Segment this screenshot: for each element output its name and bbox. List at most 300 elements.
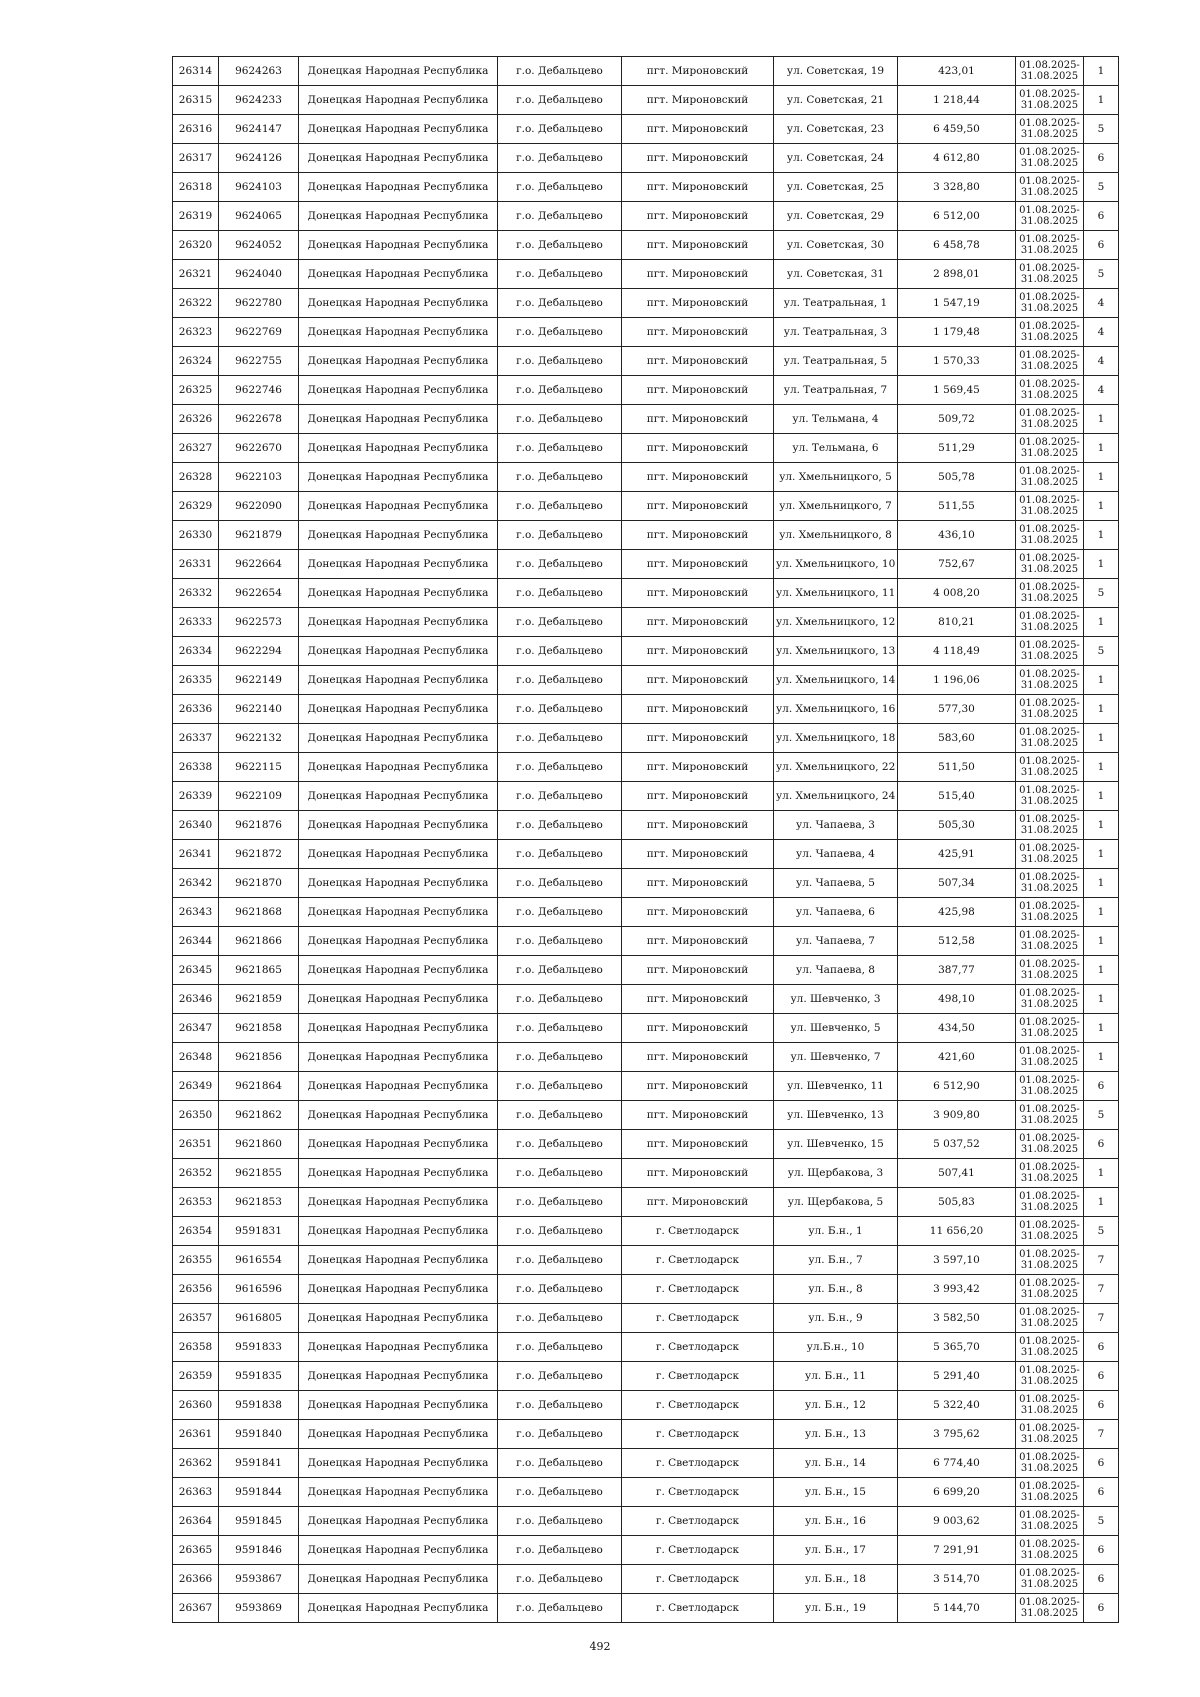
count-cell: 1 xyxy=(1084,492,1119,521)
period-end: 31.08.2025 xyxy=(1020,912,1079,923)
region-cell: Донецкая Народная Республика xyxy=(299,57,498,86)
region-cell: Донецкая Народная Республика xyxy=(299,1478,498,1507)
table-row xyxy=(173,405,1119,434)
area-cell: 2 898,01 xyxy=(898,260,1016,289)
period-end: 31.08.2025 xyxy=(1020,187,1079,198)
district-cell: г.о. Дебальцево xyxy=(498,1275,622,1304)
period-end: 31.08.2025 xyxy=(1020,506,1079,517)
district-cell: г.о. Дебальцево xyxy=(498,1565,622,1594)
row-number-cell: 26322 xyxy=(173,289,219,318)
period-end: 31.08.2025 xyxy=(1020,390,1079,401)
region-cell: Донецкая Народная Республика xyxy=(299,144,498,173)
district-cell: г.о. Дебальцево xyxy=(498,521,622,550)
period-cell xyxy=(1016,1391,1084,1420)
settlement-cell: пгт. Мироновский xyxy=(622,782,774,811)
count-cell: 5 xyxy=(1084,260,1119,289)
period-end: 31.08.2025 xyxy=(1020,1318,1079,1329)
settlement-cell: пгт. Мироновский xyxy=(622,985,774,1014)
address-cell: ул. Шевченко, 11 xyxy=(774,1072,898,1101)
address-cell: ул. Советская, 29 xyxy=(774,202,898,231)
count-cell: 6 xyxy=(1084,202,1119,231)
period-start: 01.08.2025- xyxy=(1019,1278,1080,1289)
table-row xyxy=(173,1304,1119,1333)
object-id-cell: 9624233 xyxy=(219,86,299,115)
settlement-cell: г. Светлодарск xyxy=(622,1565,774,1594)
area-cell: 6 774,40 xyxy=(898,1449,1016,1478)
period-cell xyxy=(1016,463,1084,492)
count-cell: 6 xyxy=(1084,1072,1119,1101)
area-cell: 515,40 xyxy=(898,782,1016,811)
object-id-cell: 9616596 xyxy=(219,1275,299,1304)
address-cell: ул. Хмельницкого, 11 xyxy=(774,579,898,608)
district-cell: г.о. Дебальцево xyxy=(498,231,622,260)
object-id-cell: 9591844 xyxy=(219,1478,299,1507)
count-cell: 6 xyxy=(1084,1449,1119,1478)
object-id-cell: 9622664 xyxy=(219,550,299,579)
district-cell: г.о. Дебальцево xyxy=(498,695,622,724)
period-cell xyxy=(1016,86,1084,115)
table-row xyxy=(173,260,1119,289)
district-cell: г.о. Дебальцево xyxy=(498,811,622,840)
region-cell: Донецкая Народная Республика xyxy=(299,753,498,782)
table-row xyxy=(173,637,1119,666)
address-cell: ул. Щербакова, 3 xyxy=(774,1159,898,1188)
settlement-cell: пгт. Мироновский xyxy=(622,1159,774,1188)
region-cell: Донецкая Народная Республика xyxy=(299,1507,498,1536)
district-cell: г.о. Дебальцево xyxy=(498,666,622,695)
row-number-cell: 26363 xyxy=(173,1478,219,1507)
period-cell xyxy=(1016,985,1084,1014)
period-cell xyxy=(1016,1246,1084,1275)
table-row xyxy=(173,1130,1119,1159)
object-id-cell: 9622140 xyxy=(219,695,299,724)
period-cell xyxy=(1016,144,1084,173)
period-end: 31.08.2025 xyxy=(1020,1028,1079,1039)
period-end: 31.08.2025 xyxy=(1020,129,1079,140)
count-cell: 4 xyxy=(1084,318,1119,347)
region-cell: Донецкая Народная Республика xyxy=(299,695,498,724)
period-cell xyxy=(1016,695,1084,724)
address-cell: ул. Тельмана, 6 xyxy=(774,434,898,463)
row-number-cell: 26367 xyxy=(173,1594,219,1623)
period-end: 31.08.2025 xyxy=(1020,100,1079,111)
settlement-cell: пгт. Мироновский xyxy=(622,202,774,231)
period-end: 31.08.2025 xyxy=(1020,622,1079,633)
object-id-cell: 9621864 xyxy=(219,1072,299,1101)
district-cell: г.о. Дебальцево xyxy=(498,1536,622,1565)
row-number-cell: 26350 xyxy=(173,1101,219,1130)
object-id-cell: 9622090 xyxy=(219,492,299,521)
row-number-cell: 26355 xyxy=(173,1246,219,1275)
district-cell: г.о. Дебальцево xyxy=(498,1159,622,1188)
area-cell: 11 656,20 xyxy=(898,1217,1016,1246)
period-end: 31.08.2025 xyxy=(1020,767,1079,778)
object-id-cell: 9621853 xyxy=(219,1188,299,1217)
region-cell: Донецкая Народная Республика xyxy=(299,376,498,405)
period-start: 01.08.2025- xyxy=(1019,872,1080,883)
address-cell: ул. Советская, 31 xyxy=(774,260,898,289)
period-start: 01.08.2025- xyxy=(1019,901,1080,912)
object-id-cell: 9621879 xyxy=(219,521,299,550)
table-row xyxy=(173,1362,1119,1391)
address-cell: ул. Б.н., 1 xyxy=(774,1217,898,1246)
area-cell: 5 291,40 xyxy=(898,1362,1016,1391)
period-cell xyxy=(1016,376,1084,405)
table-row xyxy=(173,521,1119,550)
settlement-cell: пгт. Мироновский xyxy=(622,434,774,463)
area-cell: 4 612,80 xyxy=(898,144,1016,173)
row-number-cell: 26353 xyxy=(173,1188,219,1217)
period-end: 31.08.2025 xyxy=(1020,1057,1079,1068)
district-cell: г.о. Дебальцево xyxy=(498,57,622,86)
period-cell xyxy=(1016,231,1084,260)
address-cell: ул. Хмельницкого, 22 xyxy=(774,753,898,782)
address-cell: ул. Хмельницкого, 14 xyxy=(774,666,898,695)
district-cell: г.о. Дебальцево xyxy=(498,1507,622,1536)
area-cell: 5 322,40 xyxy=(898,1391,1016,1420)
period-start: 01.08.2025- xyxy=(1019,1597,1080,1608)
period-start: 01.08.2025- xyxy=(1019,785,1080,796)
region-cell: Донецкая Народная Республика xyxy=(299,260,498,289)
settlement-cell: пгт. Мироновский xyxy=(622,521,774,550)
period-end: 31.08.2025 xyxy=(1020,274,1079,285)
address-cell: ул. Советская, 25 xyxy=(774,173,898,202)
period-start: 01.08.2025- xyxy=(1019,321,1080,332)
row-number-cell: 26364 xyxy=(173,1507,219,1536)
period-cell xyxy=(1016,927,1084,956)
table-body xyxy=(173,57,1119,1623)
address-cell: ул. Б.н., 11 xyxy=(774,1362,898,1391)
period-start: 01.08.2025- xyxy=(1019,524,1080,535)
row-number-cell: 26338 xyxy=(173,753,219,782)
period-cell xyxy=(1016,724,1084,753)
area-cell: 511,29 xyxy=(898,434,1016,463)
district-cell: г.о. Дебальцево xyxy=(498,1043,622,1072)
count-cell: 5 xyxy=(1084,115,1119,144)
period-start: 01.08.2025- xyxy=(1019,60,1080,71)
row-number-cell: 26328 xyxy=(173,463,219,492)
settlement-cell: пгт. Мироновский xyxy=(622,753,774,782)
settlement-cell: пгт. Мироновский xyxy=(622,144,774,173)
period-start: 01.08.2025- xyxy=(1019,350,1080,361)
row-number-cell: 26321 xyxy=(173,260,219,289)
settlement-cell: г. Светлодарск xyxy=(622,1594,774,1623)
region-cell: Донецкая Народная Республика xyxy=(299,289,498,318)
table-row xyxy=(173,1391,1119,1420)
area-cell: 1 218,44 xyxy=(898,86,1016,115)
district-cell: г.о. Дебальцево xyxy=(498,1246,622,1275)
period-end: 31.08.2025 xyxy=(1020,216,1079,227)
object-id-cell: 9622149 xyxy=(219,666,299,695)
row-number-cell: 26359 xyxy=(173,1362,219,1391)
object-id-cell: 9624126 xyxy=(219,144,299,173)
count-cell: 7 xyxy=(1084,1304,1119,1333)
row-number-cell: 26318 xyxy=(173,173,219,202)
object-id-cell: 9621855 xyxy=(219,1159,299,1188)
district-cell: г.о. Дебальцево xyxy=(498,1101,622,1130)
period-end: 31.08.2025 xyxy=(1020,651,1079,662)
table-row xyxy=(173,1043,1119,1072)
district-cell: г.о. Дебальцево xyxy=(498,202,622,231)
area-cell: 3 795,62 xyxy=(898,1420,1016,1449)
period-end: 31.08.2025 xyxy=(1020,1463,1079,1474)
period-cell xyxy=(1016,347,1084,376)
area-cell: 1 196,06 xyxy=(898,666,1016,695)
table-row xyxy=(173,347,1119,376)
period-end: 31.08.2025 xyxy=(1020,1376,1079,1387)
count-cell: 6 xyxy=(1084,1362,1119,1391)
row-number-cell: 26315 xyxy=(173,86,219,115)
area-cell: 1 179,48 xyxy=(898,318,1016,347)
row-number-cell: 26332 xyxy=(173,579,219,608)
table-row xyxy=(173,1101,1119,1130)
district-cell: г.о. Дебальцево xyxy=(498,927,622,956)
table-row xyxy=(173,1275,1119,1304)
count-cell: 1 xyxy=(1084,956,1119,985)
count-cell: 5 xyxy=(1084,173,1119,202)
region-cell: Донецкая Народная Республика xyxy=(299,1275,498,1304)
period-end: 31.08.2025 xyxy=(1020,535,1079,546)
district-cell: г.о. Дебальцево xyxy=(498,1478,622,1507)
address-cell: ул. Чапаева, 6 xyxy=(774,898,898,927)
period-end: 31.08.2025 xyxy=(1020,564,1079,575)
region-cell: Донецкая Народная Республика xyxy=(299,1217,498,1246)
period-start: 01.08.2025- xyxy=(1019,437,1080,448)
period-cell xyxy=(1016,579,1084,608)
period-cell xyxy=(1016,1333,1084,1362)
table-row xyxy=(173,231,1119,260)
table-row xyxy=(173,956,1119,985)
address-cell: ул. Чапаева, 4 xyxy=(774,840,898,869)
period-start: 01.08.2025- xyxy=(1019,408,1080,419)
district-cell: г.о. Дебальцево xyxy=(498,289,622,318)
region-cell: Донецкая Народная Республика xyxy=(299,608,498,637)
district-cell: г.о. Дебальцево xyxy=(498,434,622,463)
period-cell xyxy=(1016,666,1084,695)
region-cell: Донецкая Народная Республика xyxy=(299,782,498,811)
row-number-cell: 26347 xyxy=(173,1014,219,1043)
area-cell: 3 328,80 xyxy=(898,173,1016,202)
row-number-cell: 26324 xyxy=(173,347,219,376)
area-cell: 577,30 xyxy=(898,695,1016,724)
period-end: 31.08.2025 xyxy=(1020,1405,1079,1416)
address-cell: ул. Б.н., 15 xyxy=(774,1478,898,1507)
period-start: 01.08.2025- xyxy=(1019,640,1080,651)
district-cell: г.о. Дебальцево xyxy=(498,260,622,289)
count-cell: 6 xyxy=(1084,1130,1119,1159)
district-cell: г.о. Дебальцево xyxy=(498,1014,622,1043)
settlement-cell: пгт. Мироновский xyxy=(622,347,774,376)
district-cell: г.о. Дебальцево xyxy=(498,1217,622,1246)
period-end: 31.08.2025 xyxy=(1020,1289,1079,1300)
settlement-cell: пгт. Мироновский xyxy=(622,608,774,637)
count-cell: 1 xyxy=(1084,1159,1119,1188)
count-cell: 6 xyxy=(1084,1565,1119,1594)
district-cell: г.о. Дебальцево xyxy=(498,173,622,202)
address-cell: ул. Советская, 30 xyxy=(774,231,898,260)
region-cell: Донецкая Народная Республика xyxy=(299,1391,498,1420)
row-number-cell: 26330 xyxy=(173,521,219,550)
area-cell: 509,72 xyxy=(898,405,1016,434)
address-cell: ул. Шевченко, 15 xyxy=(774,1130,898,1159)
period-cell xyxy=(1016,492,1084,521)
object-id-cell: 9622755 xyxy=(219,347,299,376)
table-row xyxy=(173,1507,1119,1536)
address-cell: ул. Советская, 24 xyxy=(774,144,898,173)
period-start: 01.08.2025- xyxy=(1019,263,1080,274)
period-cell xyxy=(1016,1159,1084,1188)
object-id-cell: 9622769 xyxy=(219,318,299,347)
region-cell: Донецкая Народная Республика xyxy=(299,1130,498,1159)
address-cell: ул. Чапаева, 8 xyxy=(774,956,898,985)
object-id-cell: 9616554 xyxy=(219,1246,299,1275)
district-cell: г.о. Дебальцево xyxy=(498,1188,622,1217)
period-end: 31.08.2025 xyxy=(1020,593,1079,604)
region-cell: Донецкая Народная Республика xyxy=(299,840,498,869)
area-cell: 505,83 xyxy=(898,1188,1016,1217)
region-cell: Донецкая Народная Республика xyxy=(299,927,498,956)
period-start: 01.08.2025- xyxy=(1019,466,1080,477)
count-cell: 4 xyxy=(1084,289,1119,318)
table-row xyxy=(173,202,1119,231)
table-row xyxy=(173,1565,1119,1594)
district-cell: г.о. Дебальцево xyxy=(498,608,622,637)
period-start: 01.08.2025- xyxy=(1019,1481,1080,1492)
row-number-cell: 26342 xyxy=(173,869,219,898)
count-cell: 1 xyxy=(1084,405,1119,434)
period-end: 31.08.2025 xyxy=(1020,825,1079,836)
period-cell xyxy=(1016,1188,1084,1217)
table-row xyxy=(173,927,1119,956)
period-cell xyxy=(1016,1536,1084,1565)
address-cell: ул. Театральная, 7 xyxy=(774,376,898,405)
row-number-cell: 26329 xyxy=(173,492,219,521)
region-cell: Донецкая Народная Республика xyxy=(299,1159,498,1188)
address-cell: ул. Театральная, 1 xyxy=(774,289,898,318)
region-cell: Донецкая Народная Республика xyxy=(299,956,498,985)
row-number-cell: 26344 xyxy=(173,927,219,956)
count-cell: 1 xyxy=(1084,666,1119,695)
row-number-cell: 26351 xyxy=(173,1130,219,1159)
period-end: 31.08.2025 xyxy=(1020,1347,1079,1358)
object-id-cell: 9621862 xyxy=(219,1101,299,1130)
address-cell: ул. Советская, 23 xyxy=(774,115,898,144)
row-number-cell: 26331 xyxy=(173,550,219,579)
district-cell: г.о. Дебальцево xyxy=(498,985,622,1014)
settlement-cell: пгт. Мироновский xyxy=(622,956,774,985)
period-cell xyxy=(1016,898,1084,927)
table-row xyxy=(173,579,1119,608)
object-id-cell: 9591838 xyxy=(219,1391,299,1420)
object-id-cell: 9622132 xyxy=(219,724,299,753)
table-row xyxy=(173,1246,1119,1275)
object-id-cell: 9621870 xyxy=(219,869,299,898)
region-cell: Донецкая Народная Республика xyxy=(299,1449,498,1478)
address-cell: ул. Чапаева, 3 xyxy=(774,811,898,840)
period-cell xyxy=(1016,1304,1084,1333)
region-cell: Донецкая Народная Республика xyxy=(299,86,498,115)
period-cell xyxy=(1016,550,1084,579)
address-cell: ул. Б.н., 13 xyxy=(774,1420,898,1449)
period-start: 01.08.2025- xyxy=(1019,1336,1080,1347)
region-cell: Донецкая Народная Республика xyxy=(299,898,498,927)
count-cell: 4 xyxy=(1084,376,1119,405)
object-id-cell: 9624147 xyxy=(219,115,299,144)
period-start: 01.08.2025- xyxy=(1019,930,1080,941)
period-end: 31.08.2025 xyxy=(1020,1521,1079,1532)
period-cell xyxy=(1016,1565,1084,1594)
address-cell: ул. Шевченко, 7 xyxy=(774,1043,898,1072)
region-cell: Донецкая Народная Республика xyxy=(299,1014,498,1043)
period-end: 31.08.2025 xyxy=(1020,941,1079,952)
period-end: 31.08.2025 xyxy=(1020,361,1079,372)
row-number-cell: 26362 xyxy=(173,1449,219,1478)
address-cell: ул. Б.н., 12 xyxy=(774,1391,898,1420)
period-end: 31.08.2025 xyxy=(1020,999,1079,1010)
region-cell: Донецкая Народная Республика xyxy=(299,1594,498,1623)
period-end: 31.08.2025 xyxy=(1020,1202,1079,1213)
object-id-cell: 9593869 xyxy=(219,1594,299,1623)
count-cell: 1 xyxy=(1084,1188,1119,1217)
region-cell: Донецкая Народная Республика xyxy=(299,405,498,434)
period-start: 01.08.2025- xyxy=(1019,118,1080,129)
count-cell: 1 xyxy=(1084,521,1119,550)
row-number-cell: 26323 xyxy=(173,318,219,347)
settlement-cell: г. Светлодарск xyxy=(622,1507,774,1536)
object-id-cell: 9622670 xyxy=(219,434,299,463)
settlement-cell: пгт. Мироновский xyxy=(622,1072,774,1101)
object-id-cell: 9621866 xyxy=(219,927,299,956)
row-number-cell: 26340 xyxy=(173,811,219,840)
period-cell xyxy=(1016,869,1084,898)
period-end: 31.08.2025 xyxy=(1020,71,1079,82)
table-row xyxy=(173,985,1119,1014)
table-row xyxy=(173,1594,1119,1623)
district-cell: г.о. Дебальцево xyxy=(498,840,622,869)
area-cell: 9 003,62 xyxy=(898,1507,1016,1536)
area-cell: 810,21 xyxy=(898,608,1016,637)
address-cell: ул. Советская, 21 xyxy=(774,86,898,115)
object-id-cell: 9622654 xyxy=(219,579,299,608)
area-cell: 3 909,80 xyxy=(898,1101,1016,1130)
address-cell: ул. Театральная, 3 xyxy=(774,318,898,347)
region-cell: Донецкая Народная Республика xyxy=(299,1420,498,1449)
settlement-cell: пгт. Мироновский xyxy=(622,289,774,318)
period-end: 31.08.2025 xyxy=(1020,1173,1079,1184)
region-cell: Донецкая Народная Республика xyxy=(299,811,498,840)
district-cell: г.о. Дебальцево xyxy=(498,550,622,579)
region-cell: Донецкая Народная Республика xyxy=(299,1565,498,1594)
row-number-cell: 26326 xyxy=(173,405,219,434)
settlement-cell: пгт. Мироновский xyxy=(622,579,774,608)
area-cell: 511,55 xyxy=(898,492,1016,521)
period-end: 31.08.2025 xyxy=(1020,245,1079,256)
object-id-cell: 9622573 xyxy=(219,608,299,637)
address-cell: ул. Хмельницкого, 8 xyxy=(774,521,898,550)
address-cell: ул.Б.н., 10 xyxy=(774,1333,898,1362)
address-cell: ул. Щербакова, 5 xyxy=(774,1188,898,1217)
row-number-cell: 26319 xyxy=(173,202,219,231)
period-cell xyxy=(1016,753,1084,782)
row-number-cell: 26356 xyxy=(173,1275,219,1304)
row-number-cell: 26316 xyxy=(173,115,219,144)
table-row xyxy=(173,1449,1119,1478)
region-cell: Донецкая Народная Республика xyxy=(299,579,498,608)
period-cell xyxy=(1016,260,1084,289)
period-start: 01.08.2025- xyxy=(1019,553,1080,564)
settlement-cell: пгт. Мироновский xyxy=(622,231,774,260)
table-row xyxy=(173,550,1119,579)
